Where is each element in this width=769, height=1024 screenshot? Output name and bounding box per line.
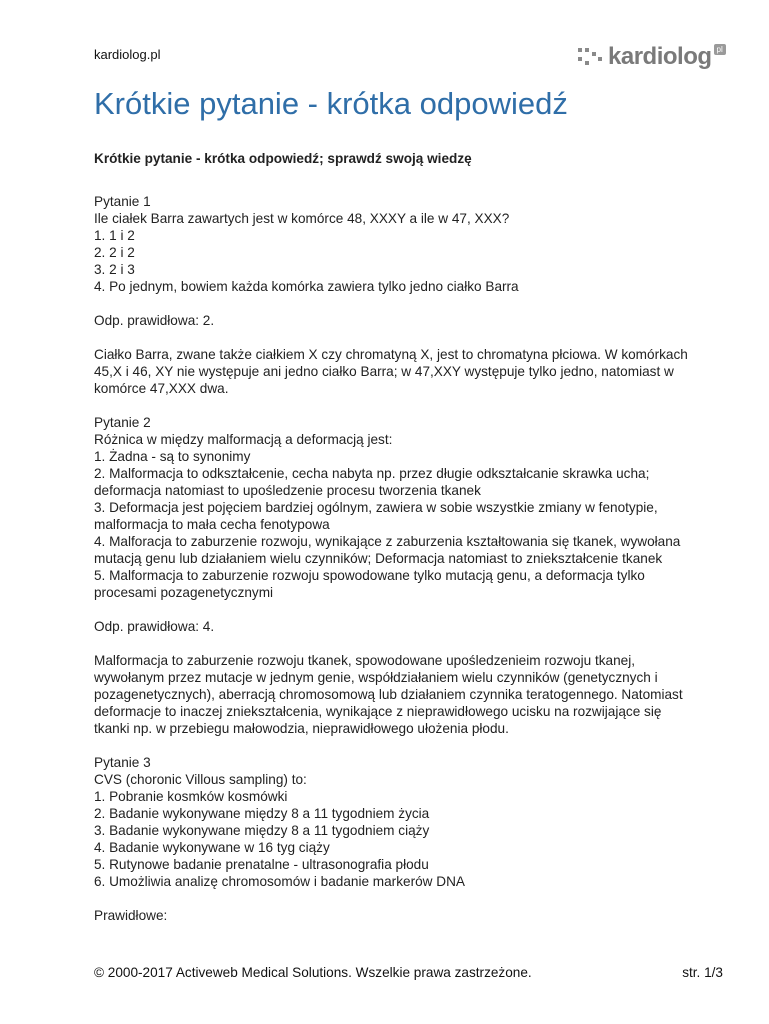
answer-option: 1. Żadna - są to synonimy (94, 449, 251, 464)
answer-option: 4. Malforacja to zaburzenie rozwoju, wynikające z zaburzenia kształtowania się tkanek, wywołana mutacją genu lub działaniem wielu czynników; Deformacja natomiast to zniekształcenie tkanek (94, 534, 681, 566)
answer-option: 5. Malformacja to zaburzenie rozwoju spowodowane tylko mutacją genu, a deformacja tylko procesami pozagenetycznymi (94, 568, 645, 600)
kardiolog-logo[interactable] (578, 42, 726, 72)
question-label: Pytanie 1 (94, 194, 151, 209)
answer-explanation: Ciałko Barra, zwane także ciałkiem X czy chromatyną X, jest to chromatyna płciowa. W komórkach 45,X i 46, XY nie występuje ani jedno ciałko Barra; w 47,XXY występuje tylko jedno, natomiast w komórce 47,XXX dwa. (94, 347, 688, 396)
question-label: Pytanie 3 (94, 755, 151, 770)
answer-option: 4. Po jednym, bowiem każda komórka zawiera tylko jedno ciałko Barra (94, 279, 519, 294)
answer-option: 4. Badanie wykonywane w 16 tyg ciąży (94, 840, 330, 855)
site-name: kardiolog.pl (94, 47, 161, 62)
article-subtitle: Krótkie pytanie - krótka odpowiedź; sprawdź swoją wiedzę (94, 151, 472, 166)
answer-option: 1. 1 i 2 (94, 228, 135, 243)
page-number: str. 1/3 (682, 965, 723, 980)
answer-option: 2. Malformacja to odkształcenie, cecha nabyta np. przez długie odkształcanie skrawka ucha; deformacja natomiast to upośledzenie procesu tworzenia tkanek (94, 466, 650, 498)
answer-option: 6. Umożliwia analizę chromosomów i badanie markerów DNA (94, 874, 465, 889)
question-text: Różnica w między malformacją a deformacją jest: (94, 432, 393, 447)
answer-option: 2. Badanie wykonywane między 8 a 11 tygodniem życia (94, 806, 430, 821)
question-label: Pytanie 2 (94, 415, 151, 430)
article-content (94, 150, 694, 941)
question-text: CVS (choronic Villous sampling) to: (94, 772, 307, 787)
question-1 (94, 193, 694, 295)
page-title: Krótkie pytanie - krótka odpowiedź (94, 86, 568, 121)
logo-text: kardiolog (608, 43, 712, 70)
footer-copyright: © 2000-2017 Activeweb Medical Solutions. Wszelkie prawa zastrzeżone. (94, 965, 532, 980)
correct-answer: Odp. prawidłowa: 4. (94, 619, 215, 634)
answer-option: 5. Rutynowe badanie prenatalne - ultrasonografia płodu (94, 857, 429, 872)
correct-answer: Odp. prawidłowa: 2. (94, 313, 215, 328)
logo-dots-icon (578, 46, 604, 68)
answer-option: 1. Pobranie kosmków kosmówki (94, 789, 288, 804)
question-3 (94, 754, 694, 890)
answer-option: 3. 2 i 3 (94, 262, 135, 277)
logo-badge: pl (714, 44, 726, 55)
answer-explanation: Malformacja to zaburzenie rozwoju tkanek, spowodowane upośledzenieim rozwoju tkanej, wywołanym przez mutacje w jednym genie, współdziałaniem wielu czynników (genetycznych i pozagenetycznych), aberracją chromosomową lub działaniem czynnika teratogennego. Natomiast deformacje to inaczej zniekształcenia, wynikające z nieprawidłowego ucisku na rozwijające się tkanki np. w przebiegu małowodzia, nieprawidłowego ułożenia płodu. (94, 653, 683, 736)
answer-option: 3. Badanie wykonywane między 8 a 11 tygodniem ciąży (94, 823, 430, 838)
question-2 (94, 414, 694, 601)
answer-option: 2. 2 i 2 (94, 245, 135, 260)
correct-answer: Prawidłowe: (94, 908, 168, 923)
page-footer (94, 965, 723, 980)
question-text: Ile ciałek Barra zawartych jest w komórce 48, XXXY a ile w 47, XXX? (94, 211, 510, 226)
answer-option: 3. Deformacja jest pojęciem bardziej ogólnym, zawiera w sobie wszystkie zmiany w fenotypie, malformacja to mała cecha fenotypowa (94, 500, 658, 532)
